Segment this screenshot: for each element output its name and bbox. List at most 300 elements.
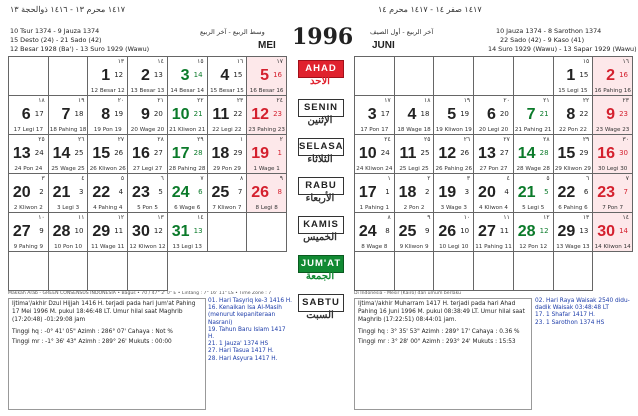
left-note-row1: Tinggi hq : -0° 41' 05" Azimh : 286° 07' Cahaya : Not % [12, 329, 173, 336]
hijri-day: ٢٧ [117, 136, 125, 143]
secondary-day: 9 [39, 227, 44, 235]
secondary-day: 20 [153, 110, 163, 118]
javanese-pasaran: 8 Wage 8 [361, 244, 388, 250]
weekday-arabic: الثلاثاء [307, 154, 333, 165]
javanese-pasaran: 3 Legi 3 [56, 205, 80, 211]
calendar-day-cell [168, 135, 208, 174]
day-number: 8 [101, 106, 111, 123]
day-number: 10 [358, 145, 377, 162]
calendar-day-cell [434, 213, 474, 252]
hijri-day: ٢ [279, 136, 283, 143]
left-holiday-list [208, 298, 292, 363]
left-caption: Makkah Arab - GREEN CONSENSUS INDONESIA • Bagus • 70 / 47° 2' 0" E • Lintang : 7° 16' 11" LS • Time Zone : 7 [8, 291, 272, 296]
hijri-day: ١٦ [236, 58, 244, 65]
secondary-day: 10 [74, 227, 84, 235]
calendar-day-cell [434, 135, 474, 174]
javanese-pasaran: 13 Wage 13 [556, 244, 590, 250]
calendar-day-cell [208, 135, 248, 174]
day-number: 21 [517, 184, 536, 201]
calendar-day-cell [208, 174, 248, 213]
weekday-latin: SENIN [298, 99, 344, 117]
day-number: 9 [140, 106, 150, 123]
secondary-day: 2 [39, 188, 44, 196]
right-hijri-header: ١٤١٧ صفر ١٤ - ١٤١٧ محرم ١٤ [378, 5, 482, 14]
calendar-day-cell [168, 213, 208, 252]
javanese-pasaran: 21 Pahing 21 [514, 127, 552, 133]
javanese-pasaran: 14 Besar 14 [170, 88, 205, 94]
hijri-day: ١٩ [463, 97, 471, 104]
calendar-day-cell [593, 96, 633, 135]
empty-cell [49, 252, 89, 291]
javanese-pasaran: 13 Besar 13 [130, 88, 165, 94]
secondary-day: 28 [539, 149, 549, 157]
javanese-pasaran: 23 Wage 23 [595, 127, 630, 133]
holiday-item: 01. Hari Tasyriq ke-3 1416 H. [208, 298, 292, 304]
hijri-day: ٢٨ [157, 136, 164, 143]
weekday-arabic: الخميس [303, 232, 337, 243]
javanese-pasaran: 29 Pon 29 [212, 166, 241, 172]
calendar-day-cell [88, 57, 128, 96]
holiday-item: 19. Tahun Baru Islam 1417 H. [208, 326, 286, 341]
day-number: 23 [132, 184, 150, 201]
calendar-day-cell [128, 96, 168, 135]
javanese-pasaran: 30 Legi 30 [597, 166, 628, 172]
day-number: 25 [398, 223, 417, 240]
right-note-row2: Tinggi mr : 3° 28' 00" Azimh : 293° 24' Mukuts : 15:53 [358, 339, 516, 346]
secondary-day: 6 [583, 188, 589, 196]
secondary-day: 4 [118, 188, 124, 196]
javanese-pasaran: 10 Legi 10 [439, 244, 469, 250]
javanese-pasaran: 19 Pon 19 [93, 127, 122, 133]
secondary-day: 5 [158, 188, 163, 196]
day-number: 16 [132, 145, 150, 162]
calendar-day-cell [49, 213, 89, 252]
secondary-day: 27 [153, 149, 163, 157]
hijri-day: ٢٦ [463, 136, 471, 143]
secondary-day: 28 [193, 149, 203, 157]
secondary-day: 13 [579, 227, 589, 235]
holiday-item: 27. Hari Tasua 1417 H. [208, 348, 274, 355]
hijri-day: ٢٥ [423, 136, 431, 143]
javanese-pasaran: 15 Besar 15 [210, 88, 244, 94]
javanese-pasaran: 1 Wage 1 [253, 166, 280, 172]
calendar-day-cell [554, 96, 594, 135]
calendar-day-cell [9, 174, 49, 213]
javanese-pasaran: 24 Kliwon 24 [356, 166, 393, 172]
secondary-day: 29 [579, 149, 589, 157]
javanese-pasaran: 24 Pon 24 [14, 166, 43, 172]
day-number: 12 [251, 106, 269, 123]
calendar-day-cell [514, 174, 554, 213]
secondary-day: 30 [619, 149, 628, 157]
day-number: 12 [438, 145, 457, 162]
weekday-latin: KAMIS [298, 216, 344, 234]
empty-cell [355, 252, 395, 291]
javanese-pasaran: 16 Besar 16 [249, 88, 284, 94]
calendar-day-cell [554, 57, 594, 96]
right-ijtima-note [354, 298, 532, 410]
calendar-day-cell [49, 174, 89, 213]
hijri-day: ٢٢ [582, 97, 590, 104]
day-number: 28 [52, 223, 71, 240]
calendar-day-cell [554, 213, 594, 252]
secondary-day: 27 [499, 149, 509, 157]
calendar-day-cell [128, 57, 168, 96]
hijri-day: ٢١ [543, 97, 550, 104]
day-number: 20 [478, 184, 496, 201]
day-number: 17 [358, 184, 377, 201]
secondary-day: 11 [499, 227, 509, 235]
day-number: 18 [398, 184, 417, 201]
calendar-day-cell [395, 135, 435, 174]
hijri-day: ٢٠ [117, 97, 125, 104]
hijri-day: ٢٤ [384, 136, 391, 143]
day-number: 4 [220, 67, 230, 84]
calendar-day-cell [514, 135, 554, 174]
hijri-day: ١ [387, 175, 391, 182]
day-number: 2 [140, 67, 150, 84]
secondary-day: 20 [499, 110, 509, 118]
hijri-day: ١٣ [117, 58, 125, 65]
calendar-day-cell [395, 213, 435, 252]
calendar-day-cell [9, 213, 49, 252]
day-number: 5 [260, 67, 269, 84]
javanese-pasaran: 26 Pahing 26 [435, 166, 473, 172]
secondary-day: 16 [273, 71, 282, 79]
calendar-day-cell [168, 174, 208, 213]
day-number: 13 [12, 145, 31, 162]
secondary-day: 3 [464, 188, 470, 196]
day-number: 3 [367, 106, 377, 123]
javanese-pasaran: 10 Pon 10 [54, 244, 83, 250]
empty-cell [128, 252, 168, 291]
javanese-pasaran: 9 Kliwon 9 [399, 244, 429, 250]
javanese-pasaran: 28 Pahing 28 [168, 166, 206, 172]
javanese-pasaran: 26 Kliwon 26 [89, 166, 126, 172]
year-label: 1996 [292, 24, 354, 50]
secondary-day: 12 [153, 227, 163, 235]
right-pranata-line: 22 Sado (42) - 9 Kaso (41) [500, 36, 585, 44]
calendar-day-cell [514, 96, 554, 135]
secondary-day: 6 [198, 188, 203, 196]
hijri-day: ٧ [200, 175, 204, 182]
calendar-day-cell [128, 174, 168, 213]
holiday-item: 21. 1 Jauza' 1374 HS [208, 341, 269, 348]
day-number: 24 [358, 223, 377, 240]
weekday-arabic: السبت [306, 310, 334, 321]
hijri-day: ١٦ [622, 58, 629, 65]
hijri-day: ٢٣ [622, 97, 629, 104]
calendar-day-cell [593, 174, 633, 213]
right-javanese-line: 14 Suro 1929 (Wawu) - 13 Sapar 1929 (Wawu) [488, 45, 637, 53]
weekday-arabic: الجمعة [305, 271, 335, 282]
left-note-row2: Tinggi mr : -1° 36' 43" Azimh : 289° 26' Mukuts : 00:00 [12, 339, 172, 346]
calendar-day-cell [395, 174, 435, 213]
day-number: 27 [12, 223, 31, 240]
secondary-day: 8 [277, 188, 282, 196]
javanese-pasaran: 6 Wage 6 [174, 205, 201, 211]
javanese-pasaran: 3 Wage 3 [440, 205, 467, 211]
day-number: 11 [212, 106, 230, 123]
calendar-day-cell [247, 57, 287, 96]
day-number: 6 [486, 106, 496, 123]
secondary-day: 23 [273, 110, 282, 118]
right-note-row1: Tinggi hq : 3° 35' 53" Azimh : 289° 17' Cahaya : 0.36 % [358, 329, 520, 336]
hijri-day: ٢٨ [543, 136, 550, 143]
weekday-label [294, 290, 346, 336]
hijri-day: ٢٧ [503, 136, 510, 143]
calendar-day-cell [49, 96, 89, 135]
day-number: 13 [478, 145, 496, 162]
day-number: 15 [92, 145, 111, 162]
left-solar-line: 10 Tsur 1374 - 9 Jauza 1374 [10, 27, 100, 35]
secondary-day: 16 [619, 71, 628, 79]
hijri-day: ١١ [77, 214, 85, 221]
day-number: 16 [597, 145, 615, 162]
secondary-day: 17 [34, 110, 44, 118]
day-number: 22 [557, 184, 576, 201]
javanese-pasaran: 2 Pon 2 [403, 205, 425, 211]
secondary-day: 1 [277, 149, 282, 157]
left-month-label: MEI [258, 40, 276, 51]
secondary-day: 7 [237, 188, 243, 196]
right-holiday-list [535, 298, 631, 327]
calendar-day-cell [514, 213, 554, 252]
secondary-day: 13 [193, 227, 203, 235]
hijri-day: ١٠ [463, 214, 471, 221]
hijri-day: ١٠ [38, 214, 45, 221]
day-number: 31 [171, 223, 190, 240]
weekday-latin: SABTU [298, 294, 344, 312]
hijri-day: ١٥ [197, 58, 204, 65]
calendar-day-cell [593, 213, 633, 252]
secondary-day: 22 [579, 110, 589, 118]
calendar-day-cell [554, 174, 594, 213]
hijri-day: ١٨ [423, 97, 431, 104]
hijri-day: ١٧ [276, 58, 283, 65]
javanese-pasaran: 17 Legi 17 [13, 127, 44, 133]
calendar-day-cell [474, 213, 514, 252]
weekday-latin: JUM'AT [298, 255, 344, 273]
calendar-day-cell [474, 96, 514, 135]
calendar-day-cell [474, 174, 514, 213]
hijri-day: ٥ [546, 175, 550, 182]
day-number: 7 [61, 106, 71, 123]
javanese-pasaran: 20 Wage 20 [130, 127, 165, 133]
javanese-pasaran: 15 Legi 15 [558, 88, 588, 94]
secondary-day: 19 [460, 110, 470, 118]
day-number: 18 [211, 145, 230, 162]
holiday-item: 28. Hari Asyura 1417 H. [208, 355, 278, 362]
hijri-day: ٣ [466, 175, 471, 182]
secondary-day: 24 [380, 149, 390, 157]
calendar-day-cell [88, 213, 128, 252]
javanese-pasaran: 13 Legi 13 [172, 244, 202, 250]
calendar-day-cell [554, 135, 594, 174]
javanese-pasaran: 23 Pahing 23 [248, 127, 285, 133]
hijri-day: ٨ [387, 214, 391, 221]
calendar-day-cell [49, 135, 89, 174]
empty-cell [395, 57, 435, 96]
weekday-latin: AHAD [298, 60, 344, 78]
day-number: 28 [517, 223, 536, 240]
empty-cell [9, 57, 49, 96]
calendar-day-cell [247, 135, 287, 174]
hijri-day: ٦ [586, 175, 590, 182]
day-number: 4 [407, 106, 417, 123]
javanese-pasaran: 25 Legi 25 [399, 166, 429, 172]
empty-cell [554, 252, 594, 291]
empty-cell [514, 57, 554, 96]
holiday-item: 02. Hari Raya Waisak 2540 didu-dadik Waisak 03:48:48 LT [535, 298, 630, 312]
day-number: 26 [251, 184, 269, 201]
calendar-day-cell [355, 135, 395, 174]
holiday-item: 17. 1 Shafar 1417 H. [535, 312, 596, 319]
javanese-pasaran: 22 Legi 22 [212, 127, 242, 133]
hijri-day: ١٤ [622, 214, 629, 221]
secondary-day: 12 [114, 71, 124, 79]
secondary-day: 12 [539, 227, 549, 235]
right-month-label: JUNI [372, 40, 395, 51]
javanese-pasaran: 2 Kliwon 2 [13, 205, 43, 211]
secondary-day: 17 [380, 110, 390, 118]
secondary-day: 22 [233, 110, 243, 118]
javanese-pasaran: 11 Pahing 11 [475, 244, 512, 250]
javanese-pasaran: 18 Wage 18 [397, 127, 431, 133]
hijri-day: ٢٦ [77, 136, 85, 143]
day-number: 10 [171, 106, 190, 123]
hijri-day: ٢٠ [503, 97, 510, 104]
javanese-pasaran: 4 Pahing 4 [93, 205, 123, 211]
right-arabic-months: آخر الربيع - أول الصيف [370, 28, 434, 36]
empty-cell [434, 57, 474, 96]
secondary-day: 18 [74, 110, 84, 118]
hijri-day: ٣٠ [622, 136, 629, 143]
day-number: 24 [171, 184, 190, 201]
secondary-day: 8 [385, 227, 390, 235]
hijri-day: ١١ [503, 214, 510, 221]
hijri-day: ٤ [81, 175, 85, 182]
calendar-day-cell [168, 96, 208, 135]
holiday-item: 23. 1 Sarothon 1374 HS [535, 319, 605, 326]
hijri-day: ٢ [427, 175, 431, 182]
day-number: 2 [606, 67, 615, 84]
secondary-day: 15 [233, 71, 243, 79]
hijri-day: ٢٩ [197, 136, 204, 143]
calendar-day-cell [593, 135, 633, 174]
calendar-day-cell [474, 135, 514, 174]
javanese-pasaran: 11 Wage 11 [91, 244, 125, 250]
empty-cell [49, 57, 89, 96]
calendar-day-cell [593, 57, 633, 96]
day-number: 8 [566, 106, 576, 123]
hijri-day: ١٣ [157, 214, 164, 221]
holiday-item: 16. Kenaikan Isa Al-Masih (menurut kepaniteraan Nasrani) [208, 305, 282, 326]
left-calendar-grid [8, 56, 287, 291]
hijri-day: ٣ [41, 175, 45, 182]
hijri-day: ١٨ [38, 97, 45, 104]
weekday-arabic: الإثنين [307, 115, 333, 126]
secondary-day: 13 [153, 71, 163, 79]
calendar-day-cell [395, 96, 435, 135]
secondary-day: 26 [460, 149, 470, 157]
javanese-pasaran: 12 Besar 12 [90, 88, 125, 94]
weekday-arabic: الأربعاء [305, 193, 335, 204]
secondary-day: 11 [114, 227, 124, 235]
calendar-day-cell [128, 213, 168, 252]
secondary-day: 24 [34, 149, 44, 157]
left-pranata-line: 15 Desto (24) - 21 Sado (42) [10, 36, 102, 44]
javanese-pasaran: 19 Kliwon 19 [435, 127, 472, 133]
calendar-day-cell [247, 174, 287, 213]
day-number: 15 [557, 145, 576, 162]
calendar-day-cell [88, 174, 128, 213]
secondary-day: 21 [539, 110, 549, 118]
hijri-day: ٨ [240, 175, 244, 182]
left-arabic-months: وسط الربيع - آخر الربيع [200, 28, 265, 36]
day-number: 17 [171, 145, 190, 162]
day-number: 30 [597, 223, 615, 240]
empty-cell [395, 252, 435, 291]
hijri-day: ٤ [506, 175, 510, 182]
calendar-day-cell [355, 213, 395, 252]
empty-cell [474, 252, 514, 291]
secondary-day: 18 [420, 110, 430, 118]
day-number: 27 [478, 223, 496, 240]
weekday-latin: SELASA [298, 138, 344, 156]
calendar-day-cell [247, 96, 287, 135]
day-number: 29 [557, 223, 576, 240]
javanese-pasaran: 29 Kliwon 29 [554, 166, 591, 172]
javanese-pasaran: 4 Kliwon 4 [478, 205, 508, 211]
hijri-day: ٢٢ [197, 97, 204, 104]
secondary-day: 9 [424, 227, 430, 235]
day-number: 19 [251, 145, 269, 162]
javanese-pasaran: 1 Pahing 1 [359, 205, 390, 211]
left-ijtima-note [8, 298, 206, 410]
calendar-day-cell [9, 96, 49, 135]
day-number: 30 [132, 223, 150, 240]
secondary-day: 2 [424, 188, 430, 196]
left-note-text: Ijtima'/akhir Dzul Hijjah 1416 H. terjadi pada hari Jum'at Pahing 17 Mei 1996 M. pukul 18:46:48 LT. Umur hilal saat Maghrib (17:20:48) -01:29:08 jam [12, 301, 196, 323]
hijri-day: ١٢ [543, 214, 550, 221]
secondary-day: 14 [193, 71, 203, 79]
calendar-day-cell [208, 57, 248, 96]
javanese-pasaran: 7 Pon 7 [602, 205, 624, 211]
calendar-day-cell [434, 96, 474, 135]
calendar-day-cell [88, 135, 128, 174]
right-solar-line: 10 Jauza 1374 - 8 Sarothon 1374 [496, 27, 602, 35]
hijri-day: ٧ [625, 175, 629, 182]
secondary-day: 25 [74, 149, 84, 157]
day-number: 9 [606, 106, 615, 123]
javanese-pasaran: 20 Legi 20 [478, 127, 509, 133]
javanese-pasaran: 12 Pon 12 [519, 244, 548, 250]
hijri-day: ٢٩ [582, 136, 590, 143]
empty-cell [9, 252, 49, 291]
secondary-day: 7 [623, 188, 628, 196]
right-caption: Di Indonesia - Mesir (Kairo) dan umum berlaku [354, 291, 462, 296]
empty-cell [474, 57, 514, 96]
secondary-day: 25 [420, 149, 430, 157]
javanese-pasaran: 16 Pahing 16 [594, 88, 631, 94]
hijri-day: ١٥ [582, 58, 590, 65]
javanese-pasaran: 6 Pahing 6 [558, 205, 588, 211]
day-number: 25 [211, 184, 230, 201]
secondary-day: 26 [114, 149, 124, 157]
weekday-arabic: الأحد [310, 76, 330, 87]
hijri-day: ١٤ [157, 58, 164, 65]
